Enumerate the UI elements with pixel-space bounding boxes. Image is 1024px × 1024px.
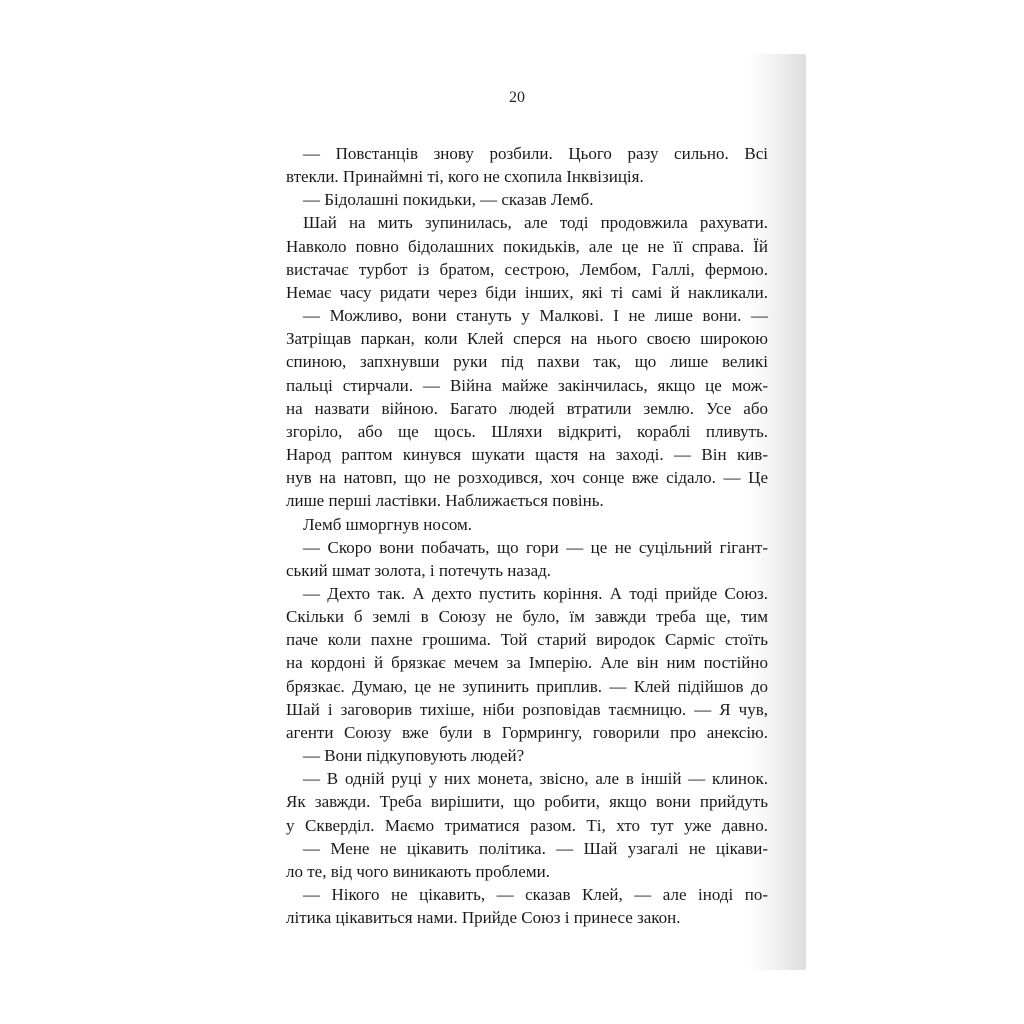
text-line: Скільки б землі в Союзу не було, їм завжди треба ще, тим [286,607,768,627]
text-line: — В одній руці у них монета, звісно, але в іншій — клинок. [303,769,768,789]
text-line: брязкає. Думаю, це не зупинить приплив. — Клей підійшов до [286,676,768,696]
text-line: Шай на мить зупинилась, але тоді продовжила рахувати. [303,213,768,233]
page-number: 20 [509,89,525,106]
text-line: Як завжди. Треба вирішити, що робити, якщо вони прийдуть [286,792,768,812]
text-line: нув на натовп, що не розходився, хоч сонце вже сідало. — Це [286,468,768,488]
text-line: — Вони підкуповують людей? [303,746,525,766]
body-text [286,142,998,929]
text-line: — Мене не цікавить політика. — Шай узагалі не цікави- [303,838,768,858]
text-line: пальці стирчали. — Війна майже закінчилась, якщо це мож- [286,375,768,395]
text-line: Навколо повно бідолашних покидьків, але це не її справа. Їй [286,236,768,256]
text-line: на кордоні й брязкає мечем за Імперію. Але він ним постійно [286,653,768,673]
text-line: — Можливо, вони стануть у Малкові. І не лише вони. — [303,306,768,326]
text-line: — Нікого не цікавить, — сказав Клей, — але іноді по- [303,885,768,904]
text-line: — Повстанців знову розбили. Цього разу сильно. Всі [303,144,768,163]
text-line: лише перші ластівки. Наближається повінь. [286,491,604,511]
text-line: ло те, від чого виникають проблеми. [286,861,550,881]
text-line: спиною, запхнувши руки під пахви так, що лише великі [286,352,768,372]
text-line: паче коли пахне грошима. Той старий виродок Сарміс стоїть [286,630,768,650]
text-line: — Бідолашні покидьки, — сказав Лемб. [303,190,594,210]
text-line: на назвати війною. Багато людей втратили землю. Усе або [286,398,768,418]
text-line: згоріло, або ще щось. Шляхи відкриті, кораблі пливуть. [286,421,768,441]
text-line: Немає часу ридати через біди інших, які ті самі й накликали. [286,282,768,302]
text-line: Лемб шморгнув носом. [303,514,473,534]
text-line: ський шмат золота, і потечуть назад. [286,560,552,580]
text-line: Шай і заговорив тихіше, ніби розповідав таємницю. — Я чув, [286,699,768,719]
text-line: Народ раптом кинувся шукати щастя на заході. — Він кив- [286,445,768,465]
text-line: у Скверділ. Маємо триматися разом. Ті, хто тут уже давно. [286,815,768,835]
text-line: агенти Союзу вже були в Гормрингу, говорили про анексію. [286,722,768,742]
text-line: літика цікавиться нами. Прийде Союз і принесе закон. [286,908,681,928]
text-line: — Скоро вони побачать, що гори — це не суцільний гігант- [303,537,768,557]
text-line: Затріщав паркан, коли Клей сперся на нього своєю широкою [286,329,768,349]
text-line: втекли. Принаймні ті, кого не схопила Інквізиція. [286,167,644,187]
text-line: вистачає турбот із братом, сестрою, Лембом, Галлі, фермою. [286,259,768,279]
book-page [256,54,768,970]
text-line: — Дехто так. А дехто пустить коріння. А тоді прийде Союз. [303,583,768,603]
